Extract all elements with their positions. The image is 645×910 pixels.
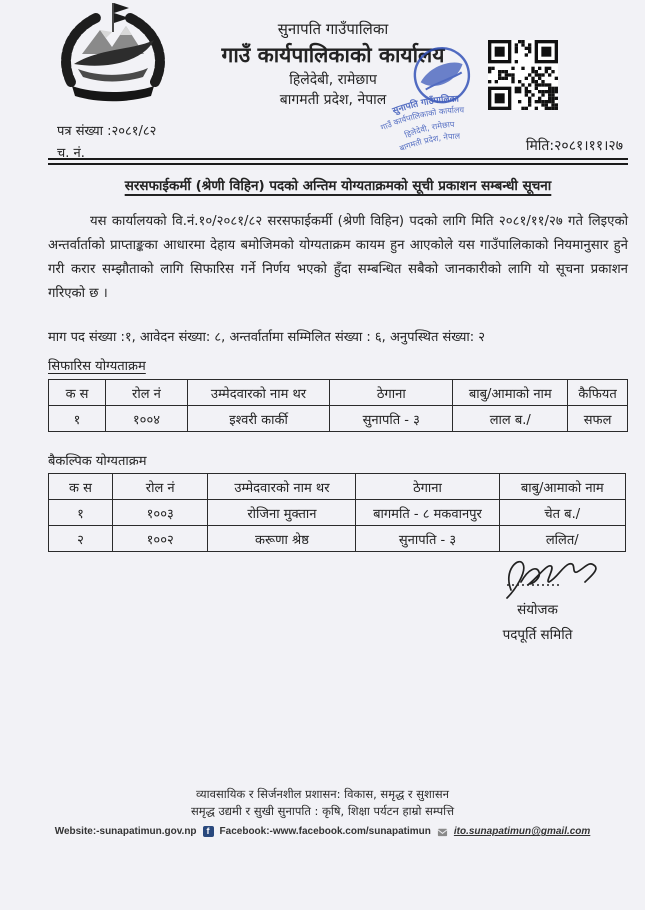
signatory-committee: पदपूर्ति समिति bbox=[502, 627, 573, 643]
stamp-line-4: बागमती प्रदेश, नेपाल bbox=[398, 131, 461, 154]
column-header: बाबु/आमाको नाम bbox=[499, 474, 626, 500]
footer-slogan-1: व्यावसायिक र सिर्जनशील प्रशासन: विकास, समृद्ध र सुशासन bbox=[195, 787, 450, 801]
column-header: बाबु/आमाको नाम bbox=[453, 380, 568, 406]
recommended-merit-table bbox=[48, 379, 628, 432]
nepal-coat-of-arms-emblem bbox=[52, 2, 174, 106]
table-cell: चेत ब./ bbox=[499, 500, 626, 526]
facebook-text: Facebook:-www.facebook.com/sunapatimun bbox=[219, 826, 431, 838]
column-header: ठेगाना bbox=[330, 380, 453, 406]
column-header: क स bbox=[49, 380, 106, 406]
notice-body: यस कार्यालयको वि.नं.१०/२०८१/८२ सरसफाईकर्मी (श्रेणी विहिन) पदको लागि मिति २०८१/११/२७ गते लिइएको अन्तर्वार्ताको प्राप्ताङ्कका आधारमा देहाय बमोजिमको योग्यताक्रम कायम हुन आएकोले यस गाउँपालिकाको नियमानुसार हुने गरी करार सम्झौताको लागि सिफारिस गर्ने निर्णय भएको हुँदा सम्बन्धित सबैको जानकारीको लागि यो सूचना प्रकाशन गरिएको छ । bbox=[48, 214, 628, 302]
facebook-icon: f bbox=[203, 826, 214, 837]
footer-contact-row bbox=[55, 826, 591, 838]
handwritten-signature bbox=[492, 550, 604, 600]
column-header: ठेगाना bbox=[356, 474, 499, 500]
table-cell: रोजिना मुक्तान bbox=[208, 500, 356, 526]
column-header: कैफियत bbox=[568, 380, 628, 406]
dispatch-number: च. नं. bbox=[57, 146, 85, 161]
table-cell: १ bbox=[49, 406, 106, 432]
letter-number: पत्र संख्या :२०८१/८२ bbox=[57, 124, 157, 139]
alternative-merit-table bbox=[48, 473, 626, 552]
footer bbox=[0, 786, 645, 838]
address-line-2: बागमती प्रदेश, नेपाल bbox=[279, 91, 387, 108]
table-cell: सफल bbox=[568, 406, 628, 432]
date: मिति:२०८१।११।२७ bbox=[525, 138, 623, 154]
alternative-list-heading: बैकल्पिक योग्यताक्रम bbox=[48, 454, 147, 469]
municipality-name: सुनापति गाउँपालिका bbox=[277, 20, 389, 38]
column-header: रोल नं bbox=[112, 474, 207, 500]
notice-title: सरसफाईकर्मी (श्रेणी विहिन) पदको अन्तिम योग्यताक्रमको सूची प्रकाशन सम्बन्धी सूचना bbox=[124, 178, 552, 194]
table-cell: लाल ब./ bbox=[453, 406, 568, 432]
table-row bbox=[49, 500, 626, 526]
stamp-line-2: गाउँ कार्यपालिकाको कार्यालय bbox=[379, 105, 465, 133]
table-cell: २ bbox=[49, 526, 113, 552]
table-header-row bbox=[49, 474, 626, 500]
table-cell: सुनापति - ३ bbox=[356, 526, 499, 552]
table-row bbox=[49, 526, 626, 552]
office-name: गाउँ कार्यपालिकाको कार्यालय bbox=[221, 42, 445, 67]
stamp-line-3: हिलेदेवी, रामेछाप bbox=[403, 119, 455, 140]
table-cell: १००४ bbox=[106, 406, 188, 432]
signature-block bbox=[455, 550, 620, 643]
table-row bbox=[49, 406, 628, 432]
address-line-1: हिलेदेबी, रामेछाप bbox=[289, 72, 377, 88]
table-cell: १००२ bbox=[112, 526, 207, 552]
table-cell: बागमति - ८ मकवानपुर bbox=[356, 500, 499, 526]
table-cell: १ bbox=[49, 500, 113, 526]
table-cell: इश्वरी कार्की bbox=[187, 406, 329, 432]
application-stats: माग पद संख्या :१, आवेदन संख्या: ८, अन्तर्वार्तामा सम्मिलित संख्या : ६, अनुपस्थित संख्या: २ bbox=[48, 330, 486, 345]
column-header: क स bbox=[49, 474, 113, 500]
column-header: रोल नं bbox=[106, 380, 188, 406]
table-cell: १००३ bbox=[112, 500, 207, 526]
recommended-list-heading: सिफारिस योग्यताक्रम bbox=[48, 359, 146, 374]
column-header: उम्मेदवारको नाम थर bbox=[208, 474, 356, 500]
table-cell: करूणा श्रेष्ठ bbox=[208, 526, 356, 552]
header-divider bbox=[48, 158, 628, 165]
stamp-line-1: सुनापति गाउँपालिका bbox=[391, 94, 460, 117]
email-text: ito.sunapatimun@gmail.com bbox=[453, 826, 591, 838]
column-header: उम्मेदवारको नाम थर bbox=[187, 380, 329, 406]
signatory-role: संयोजक bbox=[517, 602, 558, 618]
table-header-row bbox=[49, 380, 628, 406]
email-icon bbox=[437, 826, 448, 838]
footer-slogan-2: समृद्ध उद्यमी र सुखी सुनापति : कृषि, शिक्षा पर्यटन हाम्रो सम्पत्ति bbox=[190, 803, 455, 818]
table-cell: सुनापति - ३ bbox=[330, 406, 453, 432]
website-text: Website:-sunapatimun.gov.np bbox=[54, 826, 197, 838]
office-stamp bbox=[358, 37, 517, 174]
table-cell: ललित/ bbox=[499, 526, 626, 552]
